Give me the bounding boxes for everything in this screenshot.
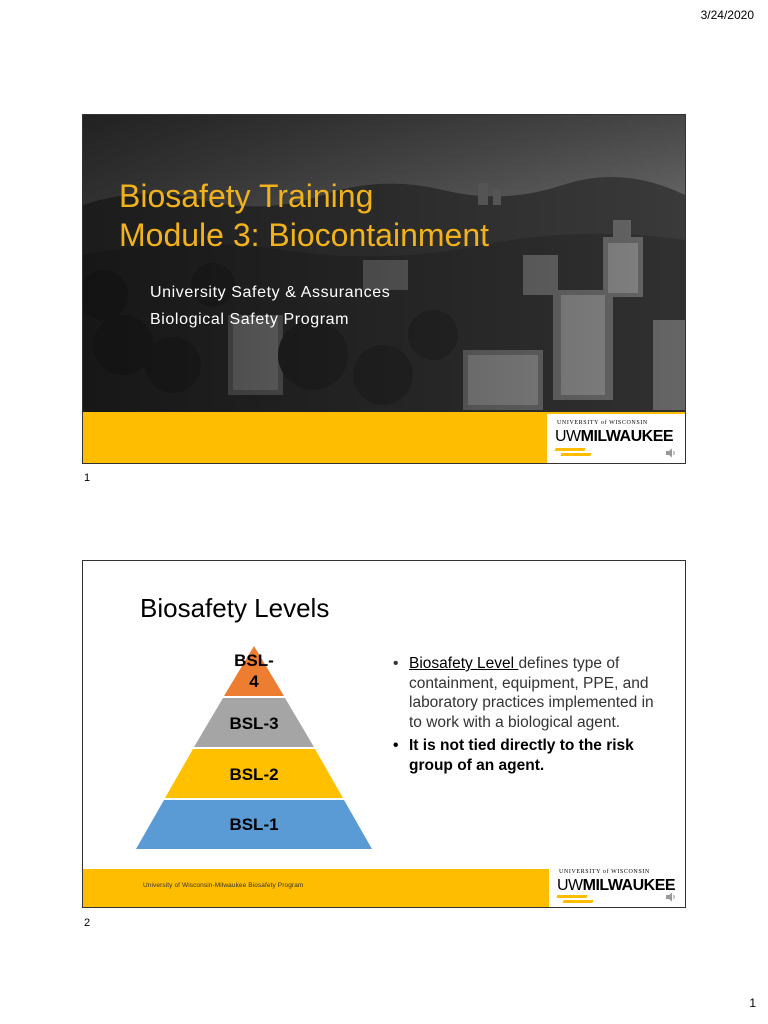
bullet-term: Biosafety Level bbox=[409, 655, 519, 672]
logo-milwaukee: MILWAUKEE bbox=[580, 428, 674, 445]
logo-milwaukee: MILWAUKEE bbox=[582, 877, 676, 894]
bullet-definition: defines type of containment, equipment, PPE, and laboratory practices implemented in to work with a biological agent. bbox=[409, 655, 654, 731]
logo-stripe bbox=[556, 895, 587, 898]
logo-top-text: UNIVERSITY of WISCONSIN bbox=[559, 869, 650, 875]
bsl2-label: BSL-2 bbox=[229, 765, 279, 784]
slide-2-bullets bbox=[391, 654, 661, 779]
bsl4-label-line-2: 4 bbox=[249, 672, 259, 691]
print-date: 3/24/2020 bbox=[700, 8, 754, 22]
slide-1-subtitle-line-2: Biological Safety Program bbox=[150, 311, 350, 328]
slide-1 bbox=[82, 114, 686, 464]
slide-2 bbox=[82, 560, 686, 908]
slide-1-subtitle-line-1: University Safety & Assurances bbox=[150, 284, 391, 301]
logo-uw: UW bbox=[557, 877, 583, 894]
slide-2-footer-text: University of Wisconsin-Milwaukee Biosafety Program bbox=[143, 882, 304, 889]
slide-1-title bbox=[119, 177, 489, 255]
bullet-item: • It is not tied directly to the risk group of an agent. bbox=[391, 736, 661, 775]
logo-stripe bbox=[562, 900, 593, 903]
page-number: 1 bbox=[749, 996, 756, 1010]
speaker-icon[interactable] bbox=[665, 892, 677, 902]
biosafety-pyramid bbox=[136, 646, 372, 851]
bullet-item bbox=[391, 654, 661, 732]
logo-top-text: UNIVERSITY of WISCONSIN bbox=[557, 420, 648, 426]
slide-1-title-line-2: Module 3: Biocontainment bbox=[119, 217, 489, 253]
city-skyline-photo bbox=[83, 115, 685, 412]
bsl3-label: BSL-3 bbox=[229, 714, 279, 733]
logo-stripe bbox=[554, 448, 585, 451]
logo-uw: UW bbox=[555, 428, 581, 445]
uwm-logo bbox=[549, 863, 685, 907]
uwm-logo bbox=[547, 414, 685, 463]
slide-2-title: Biosafety Levels bbox=[140, 593, 330, 623]
slide-2-number: 2 bbox=[84, 917, 91, 929]
logo-main-text bbox=[555, 428, 673, 446]
bsl1-label: BSL-1 bbox=[229, 815, 279, 834]
slide-1-number: 1 bbox=[84, 472, 91, 484]
slide-1-subtitle bbox=[150, 279, 390, 333]
logo-stripe bbox=[560, 453, 591, 456]
speaker-icon[interactable] bbox=[665, 448, 677, 458]
slide-1-title-line-1: Biosafety Training bbox=[119, 178, 374, 214]
logo-main-text bbox=[557, 877, 675, 895]
bsl4-label-line-1: BSL- bbox=[234, 651, 274, 670]
